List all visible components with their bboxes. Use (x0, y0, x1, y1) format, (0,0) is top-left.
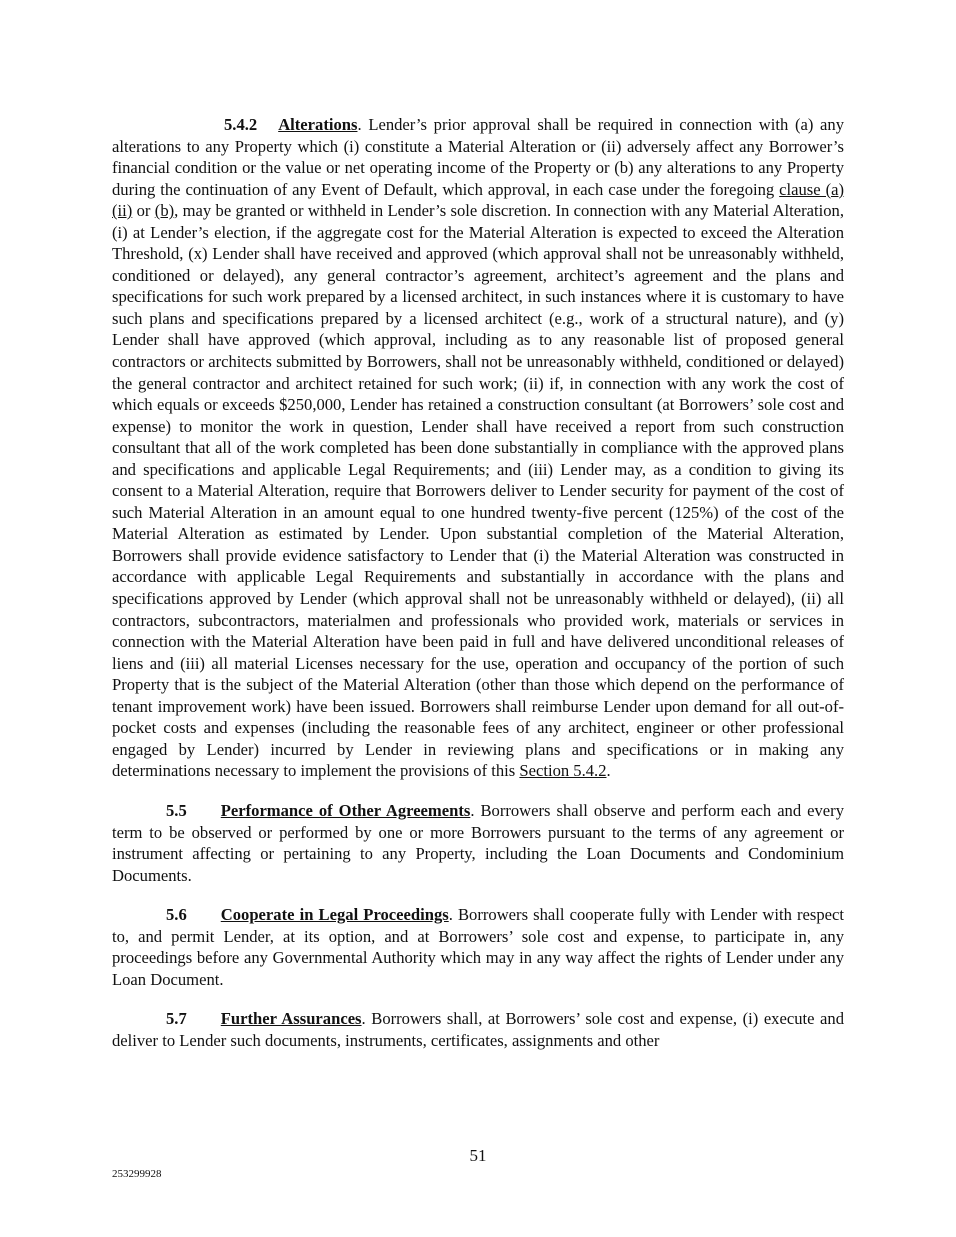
section-heading: Further Assurances (220, 1009, 362, 1029)
section-text: Borrowers shall cooperate fully with Lender with respect to, and permit Lender, at its option, and at Borrowers’ sole cost and expense, to participate in, any proceedings before any Governmental Authority which may in any way affect the rights of Lender under any Loan Document. (112, 905, 844, 989)
document-id: 253299928 (112, 1168, 162, 1180)
section-heading: Performance of Other Agreements (220, 800, 471, 820)
section-number: 5.6 (166, 905, 187, 925)
section-5-7 (112, 1008, 844, 1051)
section-number: 5.7 (166, 1009, 187, 1029)
section-5-4-2 (112, 114, 844, 782)
section-text: Borrowers shall observe and perform each and every term to be observed or performed by one or more Borrowers pursuant to the terms of any agreement or instrument affecting or pertaining to any Property, including the Loan Documents and Condominium Documents. (112, 800, 844, 885)
heading-suffix: . (448, 905, 458, 925)
section-text: . (606, 761, 611, 781)
cross-reference-clause-a-ii: clause (a)(ii) (112, 179, 845, 221)
section-text: or (132, 201, 155, 221)
section-text: , may be granted or withheld in Lender’s sole discretion. In connection with any Material Alteration, (i) at Lender’s election, if the aggregate cost for the Material Alteration is expected to exceed the Alteration Threshold, (x) Lender shall have received and approved (which approval shall not be unreasonably withheld, conditioned or delayed), any general contractor’s agreement, architect’s agreement and the plans and specifications for such work prepared by a licensed architect, in such instances where it is customary to have such plans and specifications prepared by a licensed architect (e.g., work of a structural nature), and (y) Lender shall have approved (which approval, including as to any reasonable list of proposed general contractors or architects submitted by Borrowers, shall not be unreasonably withheld, conditioned or delayed) the general contractor and architect retained for such work; (ii) if, in connection with any work the cost of which equals or exceeds $250,000, Lender has retained a construction consultant (at Borrowers’ sole cost and expense) to monitor the work in question, Lender shall have received a report from such construction consultant that all of the work completed has been done substantially in compliance with the approved plans and specifications and applicable Legal Requirements; and (iii) Lender may, as a condition to giving its consent to a Material Alteration, require that Borrowers deliver to Lender security for payment of the cost of such Material Alteration in an amount equal to one hundred twenty-five percent (125%) of the cost of the Material Alteration as estimated by Lender. Upon substantial completion of the Material Alteration, Borrowers shall provide evidence satisfactory to Lender that (i) the Material Alteration was constructed in accordance with applicable Legal Requirements and substantially in accordance with the plans and specifications approved by Lender (which approval shall not be unreasonably withheld or delayed), (ii) all contractors, subcontractors, materialmen and professionals who provided work, materials or services in connection with the Material Alteration have been paid in full and have delivered unconditional releases of liens and (iii) all material Licenses necessary for the use, operation and occupancy of the portion of such Property that is the subject of the Material Alteration (other than those which depend on the performance of tenant improvement work) have been issued. Borrowers shall reimburse Lender upon demand for all out-of-pocket costs and expenses (including the reasonable fees of any architect, engineer or other professional engaged by Lender) incurred by Lender in reviewing plans and specifications or in making any determinations necessary to implement the provisions of this (112, 201, 844, 781)
cross-reference-section-5-4-2: Section 5.4.2 (519, 761, 607, 781)
heading-suffix: . (361, 1009, 372, 1029)
document-body (112, 114, 844, 1051)
section-5-5 (112, 800, 844, 886)
section-5-6 (112, 904, 844, 990)
heading-suffix: . (470, 800, 481, 820)
section-number: 5.4.2 (224, 115, 258, 134)
section-text: Borrowers shall, at Borrowers’ sole cost and expense, (i) execute and deliver to Lender such documents, instruments, certificates, assignments and other (112, 1009, 845, 1050)
page-number: 51 (469, 1146, 487, 1165)
section-text: Lender’s prior approval shall be required in connection with (a) any alterations to any Property which (i) constitute a Material Alteration or (ii) adversely affect any Borrower’s financial condition or the value or net operating income of the Property or (b) any alterations to any Property during the continuation of any Event of Default, which approval, in each case under the foregoing (112, 115, 844, 199)
cross-reference-clause-b: (b) (154, 201, 175, 221)
section-heading: Alterations (278, 115, 358, 134)
heading-suffix: . (357, 115, 369, 134)
section-heading: Cooperate in Legal Proceedings (220, 905, 449, 925)
section-number: 5.5 (166, 800, 187, 820)
